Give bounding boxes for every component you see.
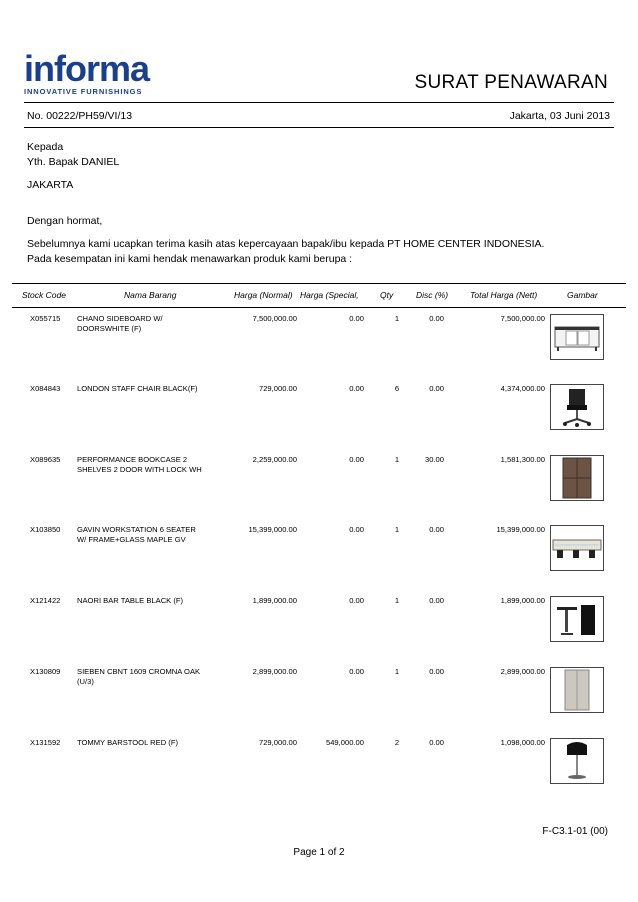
intro-line-2: Pada kesempatan ini kami hendak menawarkan produk kami berupa : [27,253,353,265]
total-price: 7,500,000.00 [500,314,545,323]
logo-tagline: INNOVATIVE FURNISHINGS [24,87,143,96]
total-price: 4,374,000.00 [500,384,545,393]
informa-logo [24,48,164,96]
discount: 0.00 [429,667,444,676]
column-header-total: Total Harga (Nett) [470,290,538,300]
product-name-line-1: PERFORMANCE BOOKCASE 2 [77,455,188,464]
stock-code: X130809 [30,667,61,676]
price-normal: 729,000.00 [258,738,297,747]
product-name-line-1: GAVIN WORKSTATION 6 SEATER [77,525,196,534]
column-header-qty: Qty [380,290,394,300]
total-price: 1,581,300.00 [500,455,545,464]
quantity: 1 [394,314,400,323]
total-price: 1,098,000.00 [500,738,545,747]
office-chair-image [550,384,604,430]
column-header-image: Gambar [567,290,598,300]
column-header-name: Nama Barang [124,290,177,300]
header-divider-top [24,102,614,103]
column-header-price-special: Harga (Special, [300,290,359,300]
price-special: 0.00 [349,314,364,323]
product-name-line-1: LONDON STAFF CHAIR BLACK(F) [77,384,198,393]
price-special: 0.00 [349,384,364,393]
total-price: 15,399,000.00 [496,525,545,534]
total-price: 1,899,000.00 [500,596,545,605]
recipient-name: Yth. Bapak DANIEL [27,156,120,168]
price-special: 0.00 [349,525,364,534]
quantity: 1 [394,596,400,605]
column-header-stock-code: Stock Code [22,290,66,300]
product-name-line-1: TOMMY BARSTOOL RED (F) [77,738,178,747]
price-normal: 2,899,000.00 [252,667,297,676]
bookcase-image [550,455,604,501]
header-divider-bottom [24,127,614,128]
discount: 0.00 [429,596,444,605]
discount: 30.00 [424,455,444,464]
product-name-line-1: CHANO SIDEBOARD W/ [77,314,163,323]
stock-code: X084843 [30,384,61,393]
cabinet-image [550,667,604,713]
product-name-line-2: W/ FRAME+GLASS MAPLE GV [77,535,186,544]
stock-code: X103850 [30,525,61,534]
column-header-disc: Disc (%) [416,290,449,300]
recipient-label: Kepada [27,141,64,153]
price-special: 0.00 [349,667,364,676]
quantity: 1 [394,525,400,534]
table-header-bottom-rule [12,307,626,308]
price-special: 549,000.00 [325,738,364,747]
discount: 0.00 [429,314,444,323]
stock-code: X089635 [30,455,61,464]
discount: 0.00 [429,525,444,534]
total-price: 2,899,000.00 [500,667,545,676]
bar-table-image [550,596,604,642]
barstool-image [550,738,604,784]
product-name-line-2: SHELVES 2 DOOR WITH LOCK WH [77,465,202,474]
product-name-line-1: NAORI BAR TABLE BLACK (F) [77,596,184,605]
stock-code: X131592 [30,738,61,747]
quantity: 1 [394,455,400,464]
price-normal: 1,899,000.00 [252,596,297,605]
product-name-line-2: DOORSWHITE (F) [77,324,142,333]
price-normal: 7,500,000.00 [252,314,297,323]
column-header-price-normal: Harga (Normal) [234,290,293,300]
table-header-top-rule [12,283,626,284]
quantity: 1 [394,667,400,676]
discount: 0.00 [429,384,444,393]
stock-code: X121422 [30,596,61,605]
quantity: 2 [394,738,400,747]
price-normal: 2,259,000.00 [252,455,297,464]
price-special: 0.00 [349,455,364,464]
price-normal: 729,000.00 [258,384,297,393]
document-number: No. 00222/PH59/VI/13 [27,110,133,122]
sideboard-image [550,314,604,360]
product-name-line-2: (U/3) [77,677,94,686]
price-normal: 15,399,000.00 [248,525,297,534]
form-code: F-C3.1-01 (00) [542,826,608,837]
discount: 0.00 [429,738,444,747]
intro-line-1: Sebelumnya kami ucapkan terima kasih atas kepercayaan bapak/ibu kepada PT HOME CENTER INDONESIA. [27,238,545,250]
page-indicator: Page 1 of 2 [293,847,345,858]
recipient-city: JAKARTA [27,179,74,191]
price-special: 0.00 [349,596,364,605]
document-place-date: Jakarta, 03 Juni 2013 [509,110,610,122]
document-title: SURAT PENAWARAN [414,72,608,93]
stock-code: X055715 [30,314,61,323]
quantity: 6 [394,384,400,393]
greeting: Dengan hormat, [27,215,103,227]
product-name-line-1: SIEBEN CBNT 1609 CROMNA OAK [77,667,201,676]
logo-wordmark: informa [24,48,150,89]
workstation-image [550,525,604,571]
